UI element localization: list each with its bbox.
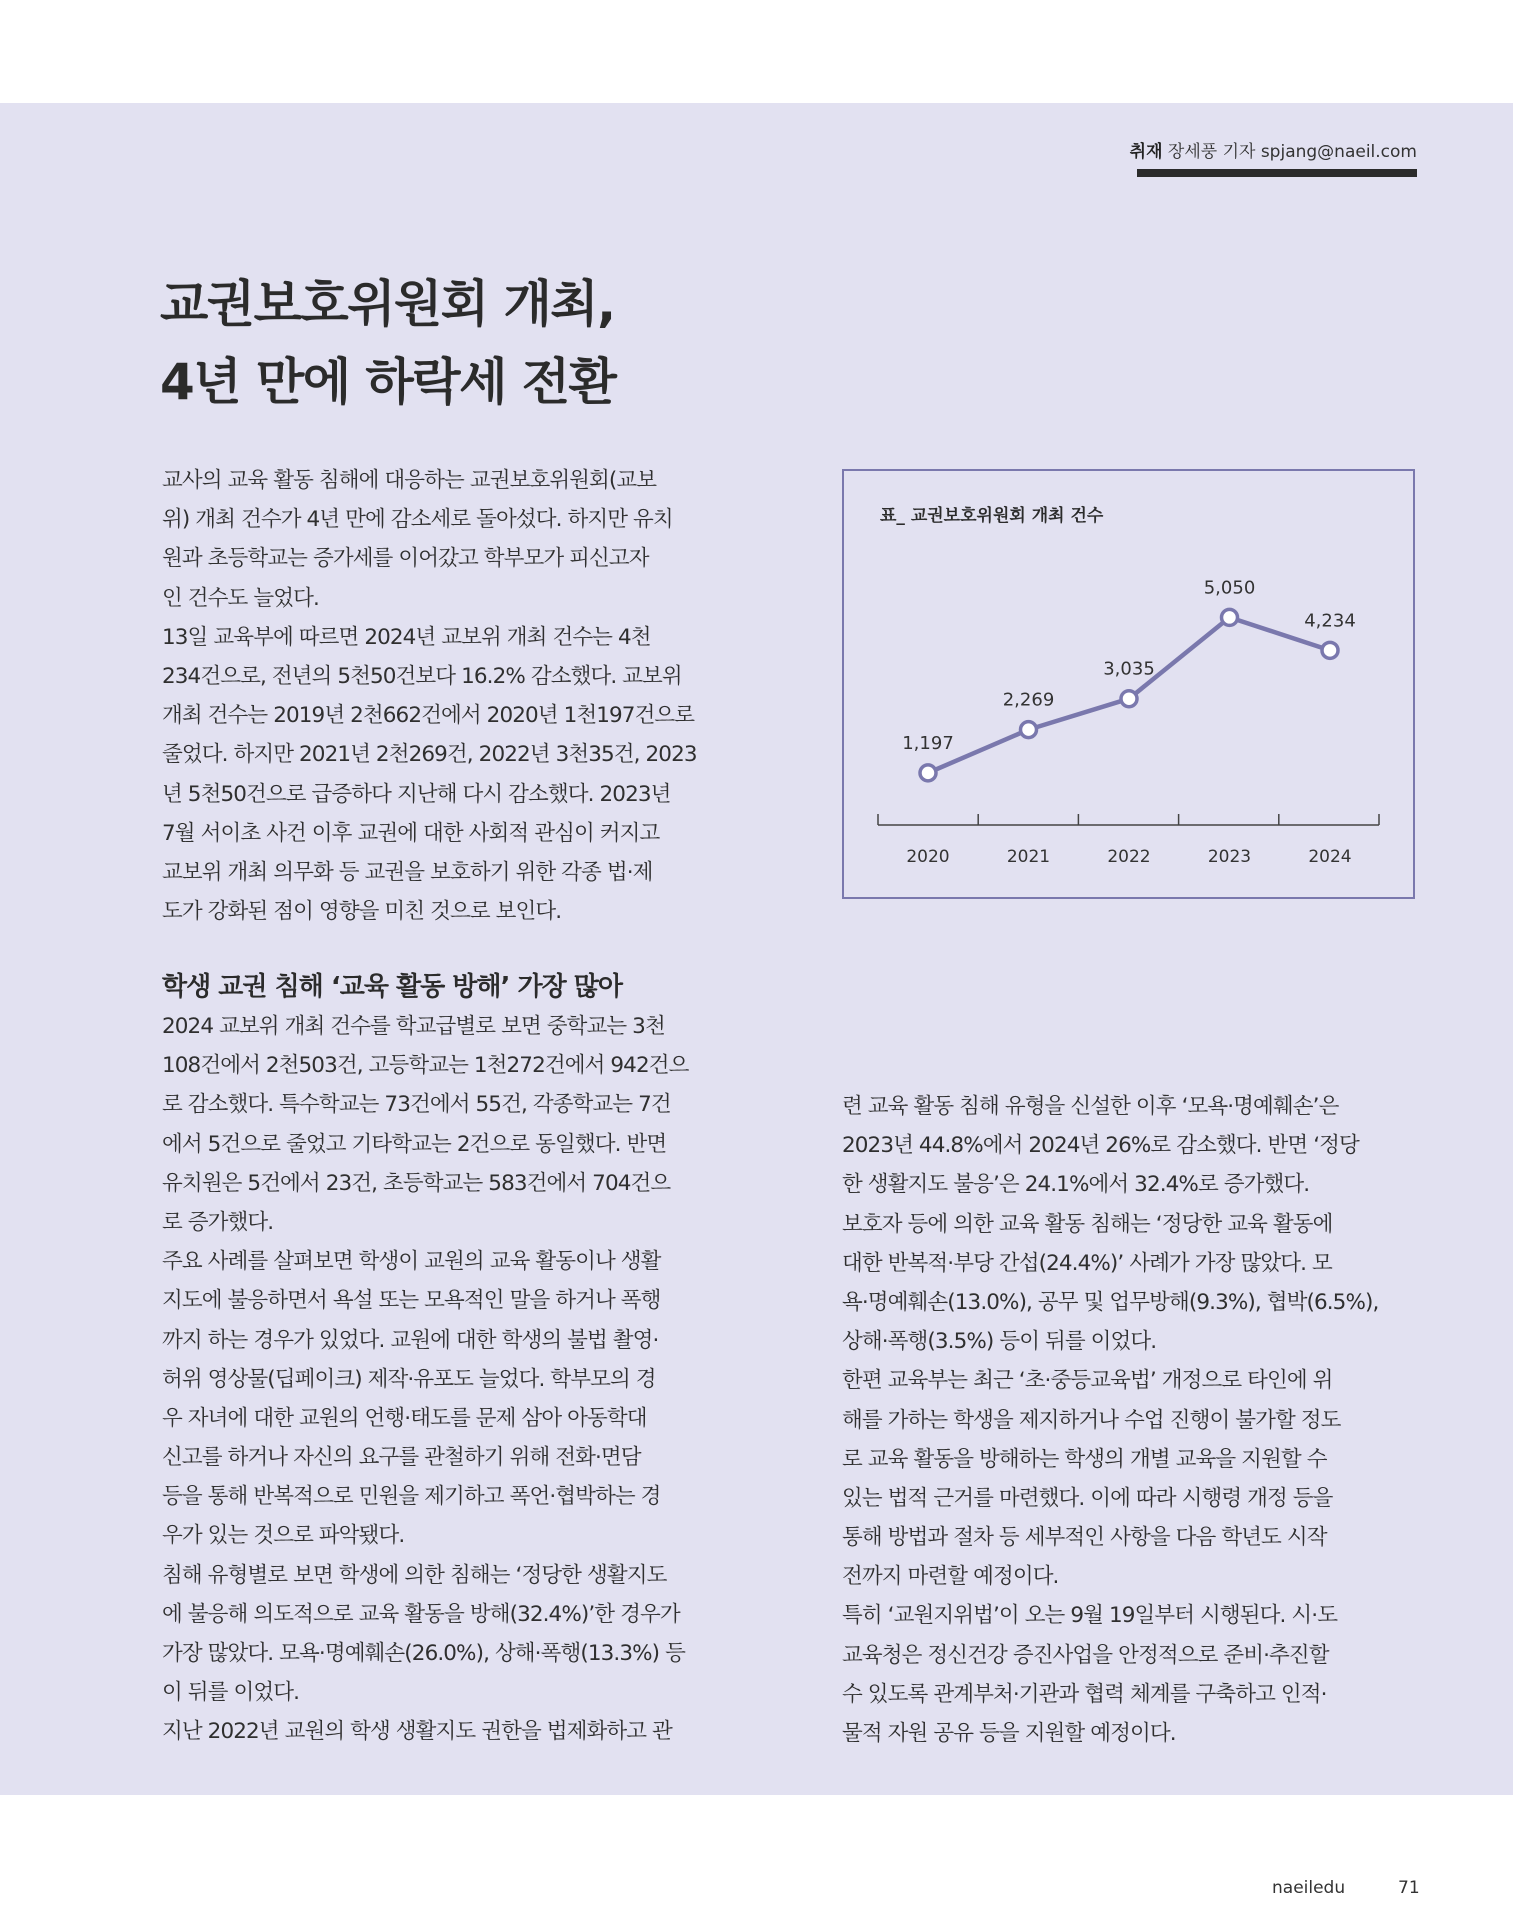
text-line: 상해·폭행(3.5%) 등이 뒤를 이었다. xyxy=(842,1329,1157,1355)
text-line: 도가 강화된 점이 영향을 미친 것으로 보인다. xyxy=(162,899,562,925)
data-point xyxy=(1322,642,1338,658)
data-point xyxy=(1222,609,1238,625)
text-line: 원과 초등학교는 증가세를 이어갔고 학부모가 피신고자 xyxy=(162,546,649,572)
page-number: 71 xyxy=(1398,1878,1420,1898)
text-line: 한편 교육부는 최근 ‘초·중등교육법’ 개정으로 타인에 위 xyxy=(842,1368,1333,1394)
data-point xyxy=(920,765,936,781)
text-line: 로 교육 활동을 방해하는 학생의 개별 교육을 지원할 수 xyxy=(842,1446,1327,1472)
text-line: 수 있도록 관계부처·기관과 협력 체계를 구축하고 인적· xyxy=(842,1681,1327,1707)
text-line: 2023년 44.8%에서 2024년 26%로 감소했다. 반면 ‘정당 xyxy=(842,1133,1359,1159)
text-line: 등을 통해 반복적으로 민원을 제기하고 폭언·협박하는 경 xyxy=(162,1484,661,1510)
text-line: 우가 있는 것으로 파악됐다. xyxy=(162,1523,405,1549)
text-line: 7월 서이초 사건 이후 교권에 대한 사회적 관심이 커지고 xyxy=(162,820,660,846)
text-line: 2024 교보위 개최 건수를 학교급별로 보면 중학교는 3천 xyxy=(162,1014,665,1039)
text-line: 교보위 개최 의무화 등 교권을 보호하기 위한 각종 법·제 xyxy=(162,859,653,885)
byline xyxy=(1130,137,1417,162)
text-line: 보호자 등에 의한 교육 활동 침해는 ‘정당한 교육 활동에 xyxy=(842,1211,1333,1237)
text-line: 대한 반복적·부당 간섭(24.4%)’ 사례가 가장 많았다. 모 xyxy=(842,1250,1332,1276)
x-tick-label: 2022 xyxy=(1107,847,1151,867)
text-line: 교육청은 정신건강 증진사업을 안정적으로 준비·추진할 xyxy=(842,1642,1329,1668)
text-line: 234건으로, 전년의 5천50건보다 16.2% 감소했다. 교보위 xyxy=(162,663,682,689)
text-line: 108건에서 2천503건, 고등학교는 1천272건에서 942건으 xyxy=(162,1053,689,1079)
text-line: 우 자녀에 대한 교원의 언행·태도를 문제 삼아 아동학대 xyxy=(162,1405,647,1431)
headline-line: 교권보호위원회 개최, xyxy=(160,275,615,333)
data-label: 4,234 xyxy=(1304,610,1356,632)
text-line: 로 감소했다. 특수학교는 73건에서 55건, 각종학교는 7건 xyxy=(162,1092,671,1118)
text-line: 있는 법적 근거를 마련했다. 이에 따라 시행령 개정 등을 xyxy=(842,1485,1333,1511)
headline-line: 4년 만에 하락세 전환 xyxy=(160,353,616,411)
text-line: 줄었다. 하지만 2021년 2천269건, 2022년 3천35건, 2023 xyxy=(162,742,697,768)
data-point xyxy=(1121,691,1137,707)
data-label: 5,050 xyxy=(1203,577,1256,599)
text-line: 침해 유형별로 보면 학생에 의한 침해는 ‘정당한 생활지도 xyxy=(162,1562,667,1588)
text-line: 련 교육 활동 침해 유형을 신설한 이후 ‘모욕·명예훼손’은 xyxy=(842,1094,1339,1119)
text-line: 주요 사례를 살펴보면 학생이 교원의 교육 활동이나 생활 xyxy=(162,1249,661,1275)
text-line: 가장 많았다. 모욕·명예훼손(26.0%), 상해·폭행(13.3%) 등 xyxy=(162,1641,685,1666)
text-line: 13일 교육부에 따르면 2024년 교보위 개최 건수는 4천 xyxy=(162,624,651,650)
column-right xyxy=(842,1087,1420,1753)
data-label: 1,197 xyxy=(902,732,954,754)
text-line: 로 증가했다. xyxy=(162,1209,274,1235)
data-label: 2,269 xyxy=(1002,689,1055,711)
text-line: 특히 ‘교원지위법’이 오는 9월 19일부터 시행된다. 시·도 xyxy=(842,1603,1338,1629)
byline-rule xyxy=(1137,169,1417,177)
x-tick-label: 2021 xyxy=(1006,847,1051,867)
text-line: 위) 개최 건수가 4년 만에 감소세로 돌아섰다. 하지만 유치 xyxy=(162,507,673,533)
x-tick-label: 2020 xyxy=(906,847,950,867)
column-left-top xyxy=(162,461,740,931)
chart-box xyxy=(842,469,1415,899)
text-line: 욕·명예훼손(13.0%), 공무 및 업무방해(9.3%), 협박(6.5%), xyxy=(842,1289,1379,1315)
text-line: 전까지 마련할 예정이다. xyxy=(842,1564,1059,1590)
footer-brand: naeiledu xyxy=(1272,1878,1346,1898)
line-chart xyxy=(844,471,1413,897)
text-line: 지난 2022년 교원의 학생 생활지도 권한을 법제화하고 관 xyxy=(162,1719,672,1745)
text-line: 년 5천50건으로 급증하다 지난해 다시 감소했다. 2023년 xyxy=(162,781,671,807)
byline-tag: 취재 xyxy=(1129,142,1163,162)
text-line: 에서 5건으로 줄었고 기타학교는 2건으로 동일했다. 반면 xyxy=(162,1131,667,1157)
text-line: 한 생활지도 불응’은 24.1%에서 32.4%로 증가했다. xyxy=(842,1172,1310,1198)
text-line: 개최 건수는 2019년 2천662건에서 2020년 1천197건으로 xyxy=(162,703,695,729)
text-line: 교사의 교육 활동 침해에 대응하는 교권보호위원회(교보 xyxy=(162,468,657,493)
column-left-bottom xyxy=(162,1007,740,1752)
text-line: 통해 방법과 절차 등 세부적인 사항을 다음 학년도 시작 xyxy=(842,1525,1327,1551)
headline xyxy=(160,265,920,421)
text-line: 지도에 불응하면서 욕설 또는 모욕적인 말을 하거나 폭행 xyxy=(162,1288,661,1314)
text-line: 까지 하는 경우가 있었다. 교원에 대한 학생의 불법 촬영· xyxy=(162,1327,659,1353)
text-line: 에 불응해 의도적으로 교육 활동을 방해(32.4%)’한 경우가 xyxy=(162,1601,680,1627)
data-label: 3,035 xyxy=(1103,658,1155,680)
data-point xyxy=(1021,722,1037,738)
text-line: 인 건수도 늘었다. xyxy=(162,585,319,611)
x-tick-label: 2023 xyxy=(1207,847,1252,867)
text-line: 유치원은 5건에서 23건, 초등학교는 583건에서 704건으 xyxy=(162,1170,671,1196)
text-line: 해를 가하는 학생을 제지하거나 수업 진행이 불가할 정도 xyxy=(842,1407,1341,1433)
text-line: 허위 영상물(딥페이크) 제작·유포도 늘었다. 학부모의 경 xyxy=(162,1366,656,1392)
text-line: 신고를 하거나 자신의 요구를 관철하기 위해 전화·면담 xyxy=(162,1445,641,1471)
subheading: 학생 교권 침해 ‘교육 활동 방해’ 가장 많아 xyxy=(162,972,622,1002)
x-tick-label: 2024 xyxy=(1308,847,1352,867)
text-line: 물적 자원 공유 등을 지원할 예정이다. xyxy=(842,1721,1176,1746)
chart-title: 표_ 교권보호위원회 개최 건수 xyxy=(880,506,1104,526)
text-line: 이 뒤를 이었다. xyxy=(162,1680,300,1706)
byline-text: 장세풍 기자 spjang@naeil.com xyxy=(1167,142,1417,162)
